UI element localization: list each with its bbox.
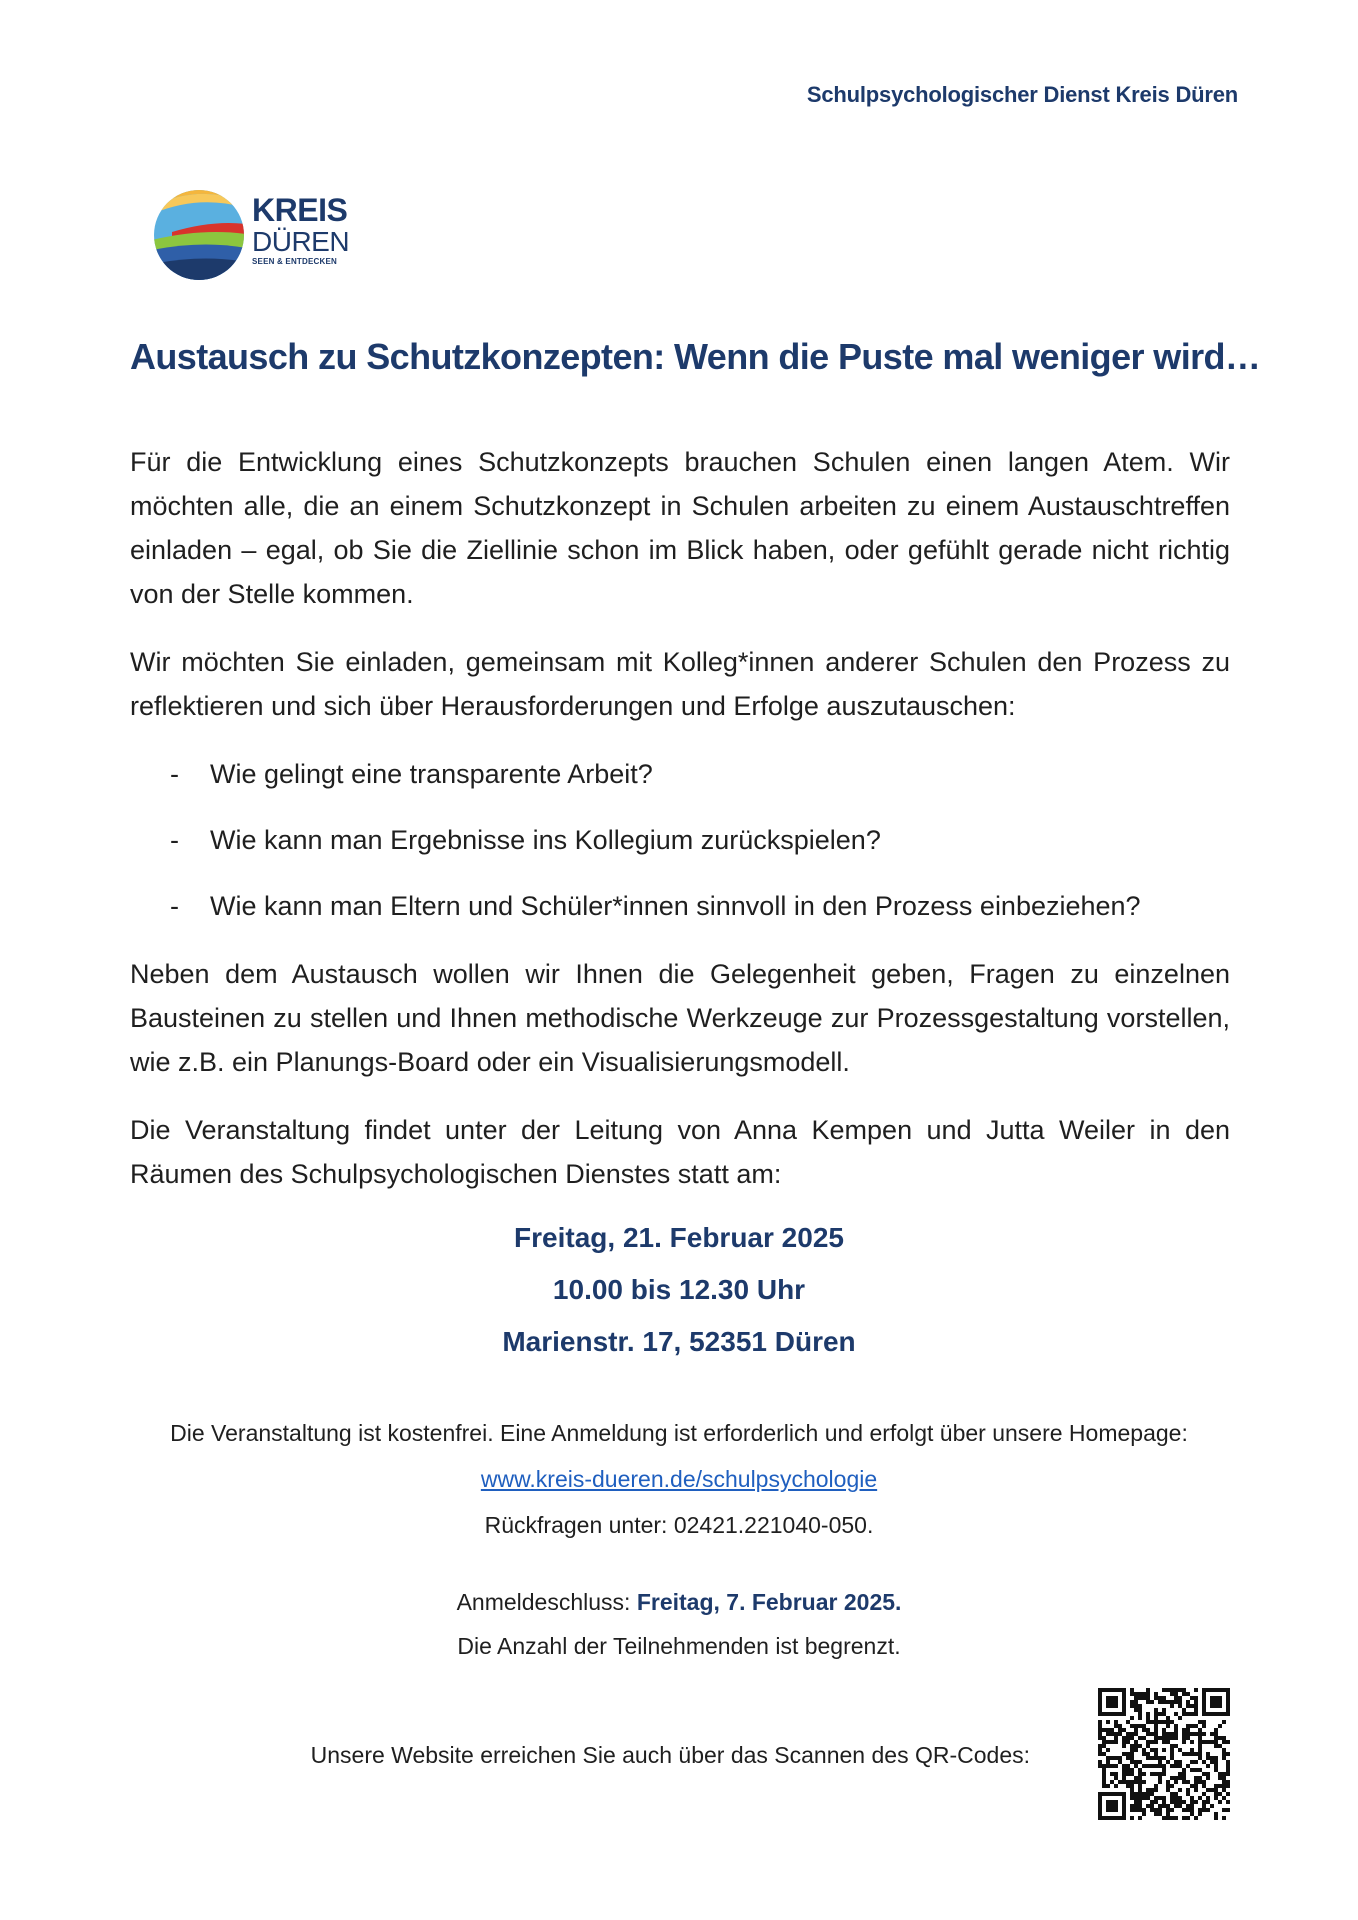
qr-caption: Unsere Website erreichen Sie auch über das Scannen des QR-Codes: bbox=[310, 1742, 1030, 1768]
registration-text: Die Veranstaltung ist kostenfrei. Eine Anmeldung ist erforderlich und erfolgt über unsere Homepage: bbox=[170, 1420, 1188, 1446]
venue-paragraph: Die Veranstaltung findet unter der Leitung von Anna Kempen und Jutta Weiler in den Räumen des Schulpsychologischen Dienstes statt am: bbox=[130, 1115, 1230, 1189]
participant-limit-note: Die Anzahl der Teilnehmenden ist begrenzt. bbox=[457, 1633, 901, 1659]
contact-text: Rückfragen unter: 02421.221040-050. bbox=[484, 1512, 874, 1538]
page-title: Austausch zu Schutzkonzepten: Wenn die Puste mal weniger wird… bbox=[130, 336, 1261, 377]
list-item: - Wie gelingt eine transparente Arbeit? bbox=[130, 752, 1230, 796]
list-item: - Wie kann man Eltern und Schüler*innen sinnvoll in den Prozess einbeziehen? bbox=[130, 884, 1230, 928]
deadline-date: Freitag, 7. Februar 2025. bbox=[636, 1589, 902, 1615]
deadline-info bbox=[0, 1580, 1358, 1668]
event-time: 10.00 bis 12.30 Uhr bbox=[552, 1274, 806, 1305]
question-list bbox=[130, 752, 1230, 928]
logo-globe-icon bbox=[152, 188, 246, 282]
event-date: Freitag, 21. Februar 2025 bbox=[514, 1222, 844, 1253]
logo-kreis-text: KREIS bbox=[252, 192, 348, 228]
event-location: Marienstr. 17, 52351 Düren bbox=[502, 1326, 856, 1357]
registration-info bbox=[0, 1410, 1358, 1548]
body-content bbox=[130, 440, 1230, 1220]
kreis-dueren-logo bbox=[152, 188, 352, 288]
event-details bbox=[0, 1212, 1358, 1368]
website-link[interactable]: www.kreis-dueren.de/schulpsychologie bbox=[480, 1466, 878, 1492]
header-organization: Schulpsychologischer Dienst Kreis Düren bbox=[806, 82, 1238, 107]
list-item: - Wie kann man Ergebnisse ins Kollegium zurückspielen? bbox=[130, 818, 1230, 862]
invitation-paragraph: Wir möchten Sie einladen, gemeinsam mit Kolleg*innen anderer Schulen den Prozess zu reflektieren und sich über Herausforderungen und Erfolge auszutauschen: bbox=[130, 647, 1230, 721]
qr-code-icon[interactable] bbox=[1098, 1688, 1230, 1820]
intro-paragraph: Für die Entwicklung eines Schutzkonzepts brauchen Schulen einen langen Atem. Wir möchten alle, die an einem Schutzkonzept in Schulen arbeiten zu einem Austauschtreffen einladen – egal, ob Sie die Ziellinie schon im Blick haben, oder gefühlt gerade nicht richtig von der Stelle kommen. bbox=[130, 447, 1230, 609]
logo-tagline: SEEN & ENTDECKEN bbox=[252, 257, 337, 266]
logo-dueren-text: DÜREN bbox=[252, 226, 350, 257]
deadline-label: Anmeldeschluss: bbox=[456, 1589, 637, 1615]
tools-paragraph: Neben dem Austausch wollen wir Ihnen die Gelegenheit geben, Fragen zu einzelnen Bausteinen zu stellen und Ihnen methodische Werkzeuge zur Prozessgestaltung vorstellen, wie z.B. ein Planungs-Board oder ein Visualisierungsmodell. bbox=[130, 959, 1230, 1077]
